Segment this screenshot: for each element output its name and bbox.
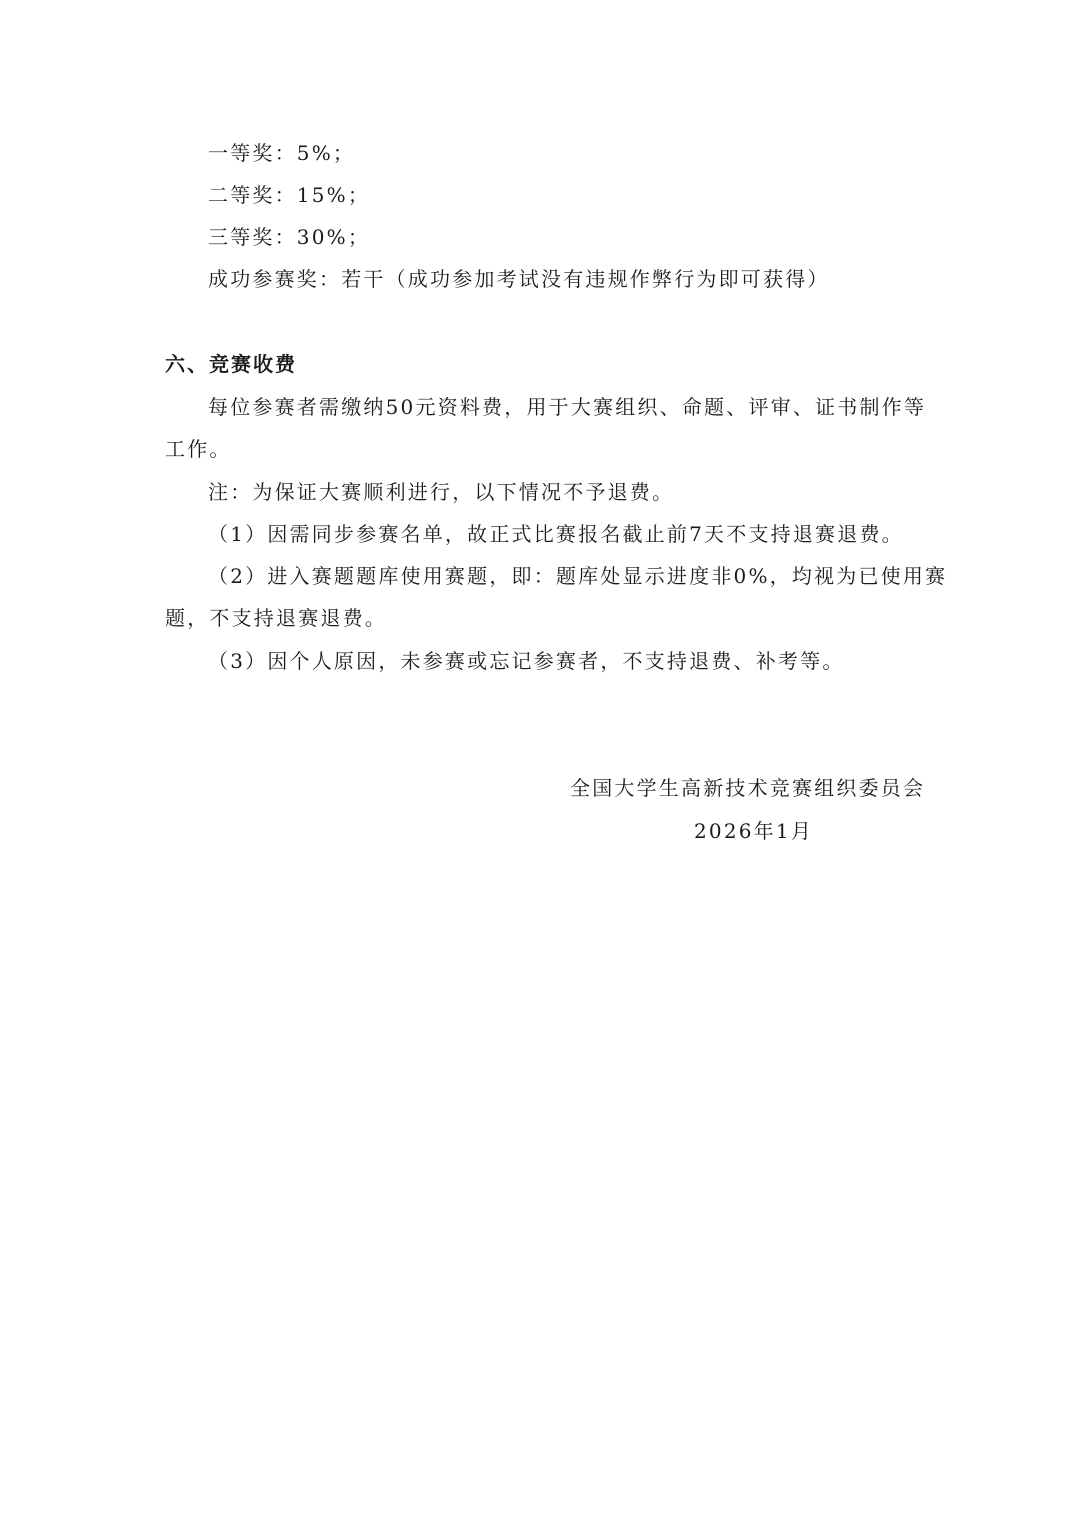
award-third: 三等奖：30%； [208, 225, 371, 249]
refund-item-2-line-1: （2）进入赛题题库使用赛题，即：题库处显示进度非0%，均视为已使用赛 [208, 564, 948, 588]
fees-paragraph-line-2: 工作。 [165, 437, 232, 461]
refund-item-3: （3）因个人原因，未参赛或忘记参赛者，不支持退费、补考等。 [208, 649, 845, 673]
award-participation: 成功参赛奖：若干（成功参加考试没有违规作弊行为即可获得） [208, 267, 830, 291]
signature-date: 2026年1月 [694, 819, 814, 843]
award-second: 二等奖：15%； [208, 183, 371, 207]
signature-organization: 全国大学生高新技术竞赛组织委员会 [570, 776, 926, 800]
section-heading-fees: 六、竞赛收费 [165, 352, 297, 376]
refund-item-1: （1）因需同步参赛名单，故正式比赛报名截止前7天不支持退赛退费。 [208, 522, 904, 546]
refund-note: 注：为保证大赛顺利进行，以下情况不予退费。 [208, 480, 675, 504]
award-first: 一等奖：5%； [208, 141, 356, 165]
refund-item-2-line-2: 题，不支持退赛退费。 [165, 606, 387, 630]
fees-paragraph-line-1: 每位参赛者需缴纳50元资料费，用于大赛组织、命题、评审、证书制作等 [208, 395, 927, 419]
